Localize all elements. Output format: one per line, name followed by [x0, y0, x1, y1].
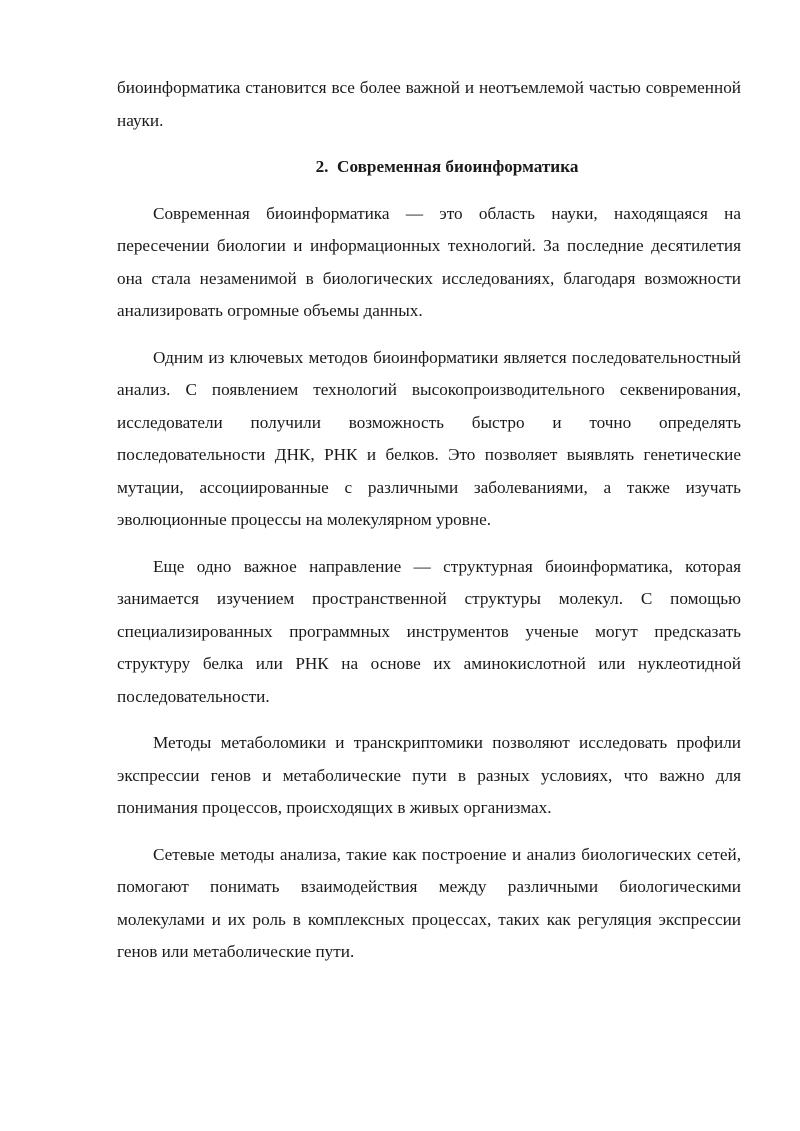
section-title: Современная биоинформатика: [337, 157, 579, 176]
spacer: [117, 137, 741, 151]
section-heading: [117, 151, 741, 184]
intro-paragraph: биоинформатика становится все более важной и неотъемлемой частью современной науки.: [117, 78, 741, 130]
spacer: [117, 537, 741, 551]
page-content: [117, 72, 741, 969]
body-paragraph-5: Сетевые методы анализа, такие как построение и анализ биологических сетей, помогают понимать взаимодействия между различными биологическими молекулами и их роль в комплексных процессах, таких как регуляция экспрессии генов или метаболические пути.: [117, 844, 741, 961]
spacer: [117, 713, 741, 727]
body-paragraph-3: Еще одно важное направление — структурная биоинформатика, которая занимается изучением пространственной структуры молекул. С помощью специализированных программных инструментов ученые могут предсказать структуру белка или РНК на основе их аминокислотной или нуклеотидной последовательности.: [117, 556, 741, 706]
section-number: 2.: [315, 157, 329, 176]
body-paragraph-4: Методы метаболомики и транскриптомики позволяют исследовать профили экспрессии генов и метаболические пути в разных условиях, что важно для понимания процессов, происходящих в живых организмах.: [117, 733, 741, 817]
spacer: [117, 825, 741, 839]
spacer: [117, 184, 741, 198]
body-paragraph-2: Одним из ключевых методов биоинформатики является последовательностный анализ. С появлением технологий высокопроизводительного секвенирования, исследователи получили возможность быстро и точно определять последовательности ДНК, РНК и белков. Это позволяет выявлять генетические мутации, ассоциированные с различными заболеваниями, а также изучать эволюционные процессы на молекулярном уровне.: [117, 347, 741, 529]
body-paragraph-1: Современная биоинформатика — это область науки, находящаяся на пересечении биологии и информационных технологий. За последние десятилетия она стала незаменимой в биологических исследованиях, благодаря возможности анализировать огромные объемы данных.: [117, 203, 741, 320]
spacer: [117, 328, 741, 342]
